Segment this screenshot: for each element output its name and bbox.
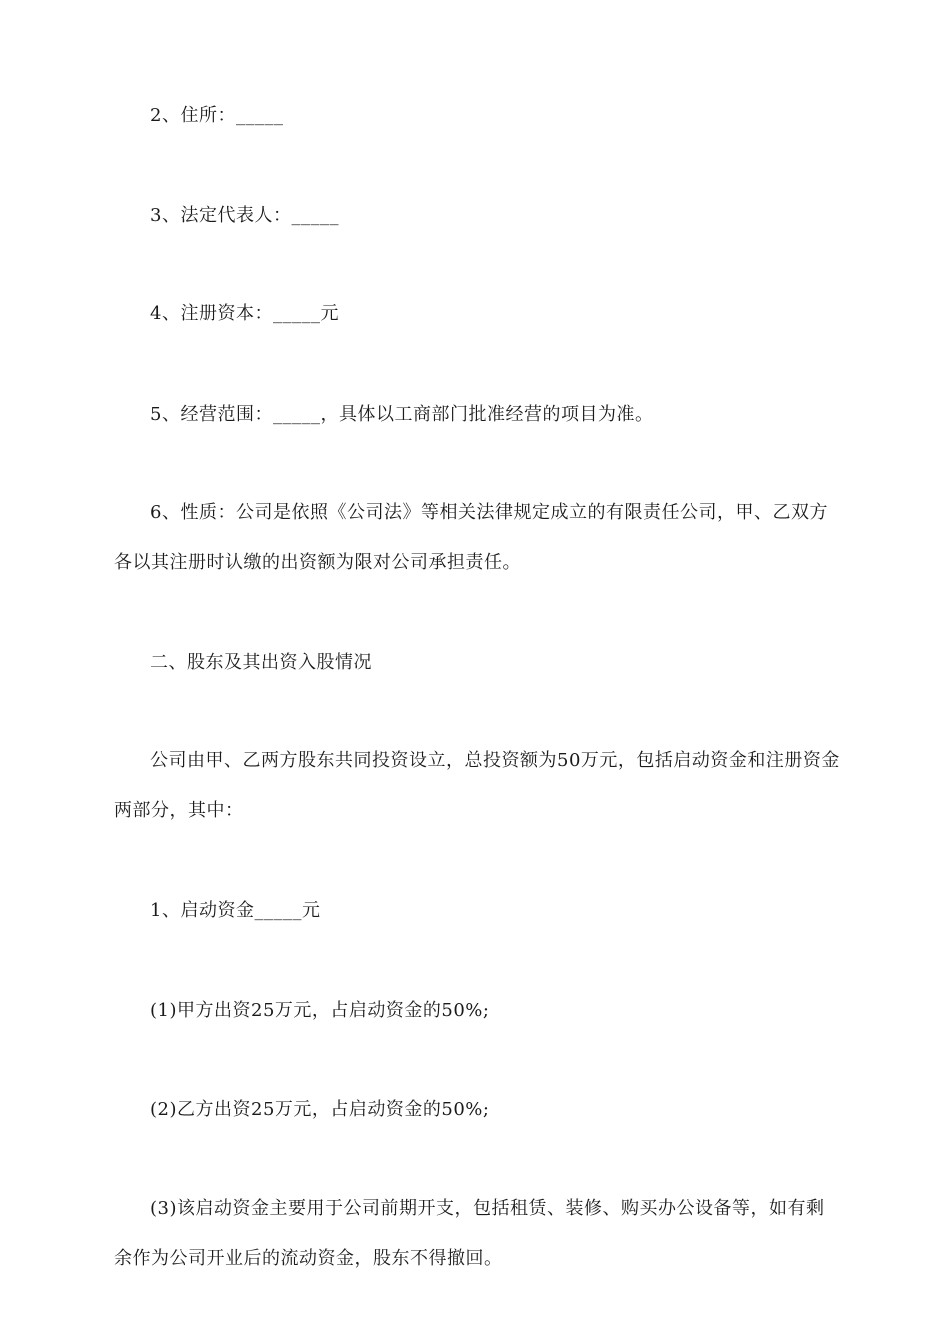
paragraph-party-b-contribution: (2)乙方出资25万元，占启动资金的50%;	[150, 1099, 490, 1120]
section-heading-shareholders: 二、股东及其出资入股情况	[150, 652, 372, 673]
paragraph-startup-funds-usage: (3)该启动资金主要用于公司前期开支，包括租赁、装修、购买办公设备等，如有剩余作为公司开业后的流动资金，股东不得撤回。	[114, 1198, 825, 1269]
paragraph-business-scope: 5、经营范围：_____，具体以工商部门批准经营的项目为准。	[150, 404, 654, 425]
paragraph-legal-representative: 3、法定代表人：_____	[150, 205, 339, 226]
paragraph-total-investment: 公司由甲、乙两方股东共同投资设立，总投资额为50万元，包括启动资金和注册资金两部分，其中：	[114, 750, 840, 821]
paragraph-registered-capital: 4、注册资本：_____元	[150, 303, 339, 324]
paragraph-address: 2、住所：_____	[150, 105, 284, 126]
paragraph-company-nature: 6、性质：公司是依照《公司法》等相关法律规定成立的有限责任公司，甲、乙双方各以其注册时认缴的出资额为限对公司承担责任。	[114, 502, 828, 573]
paragraph-party-a-contribution: (1)甲方出资25万元，占启动资金的50%;	[150, 1000, 490, 1021]
paragraph-startup-funds: 1、启动资金_____元	[150, 900, 321, 921]
